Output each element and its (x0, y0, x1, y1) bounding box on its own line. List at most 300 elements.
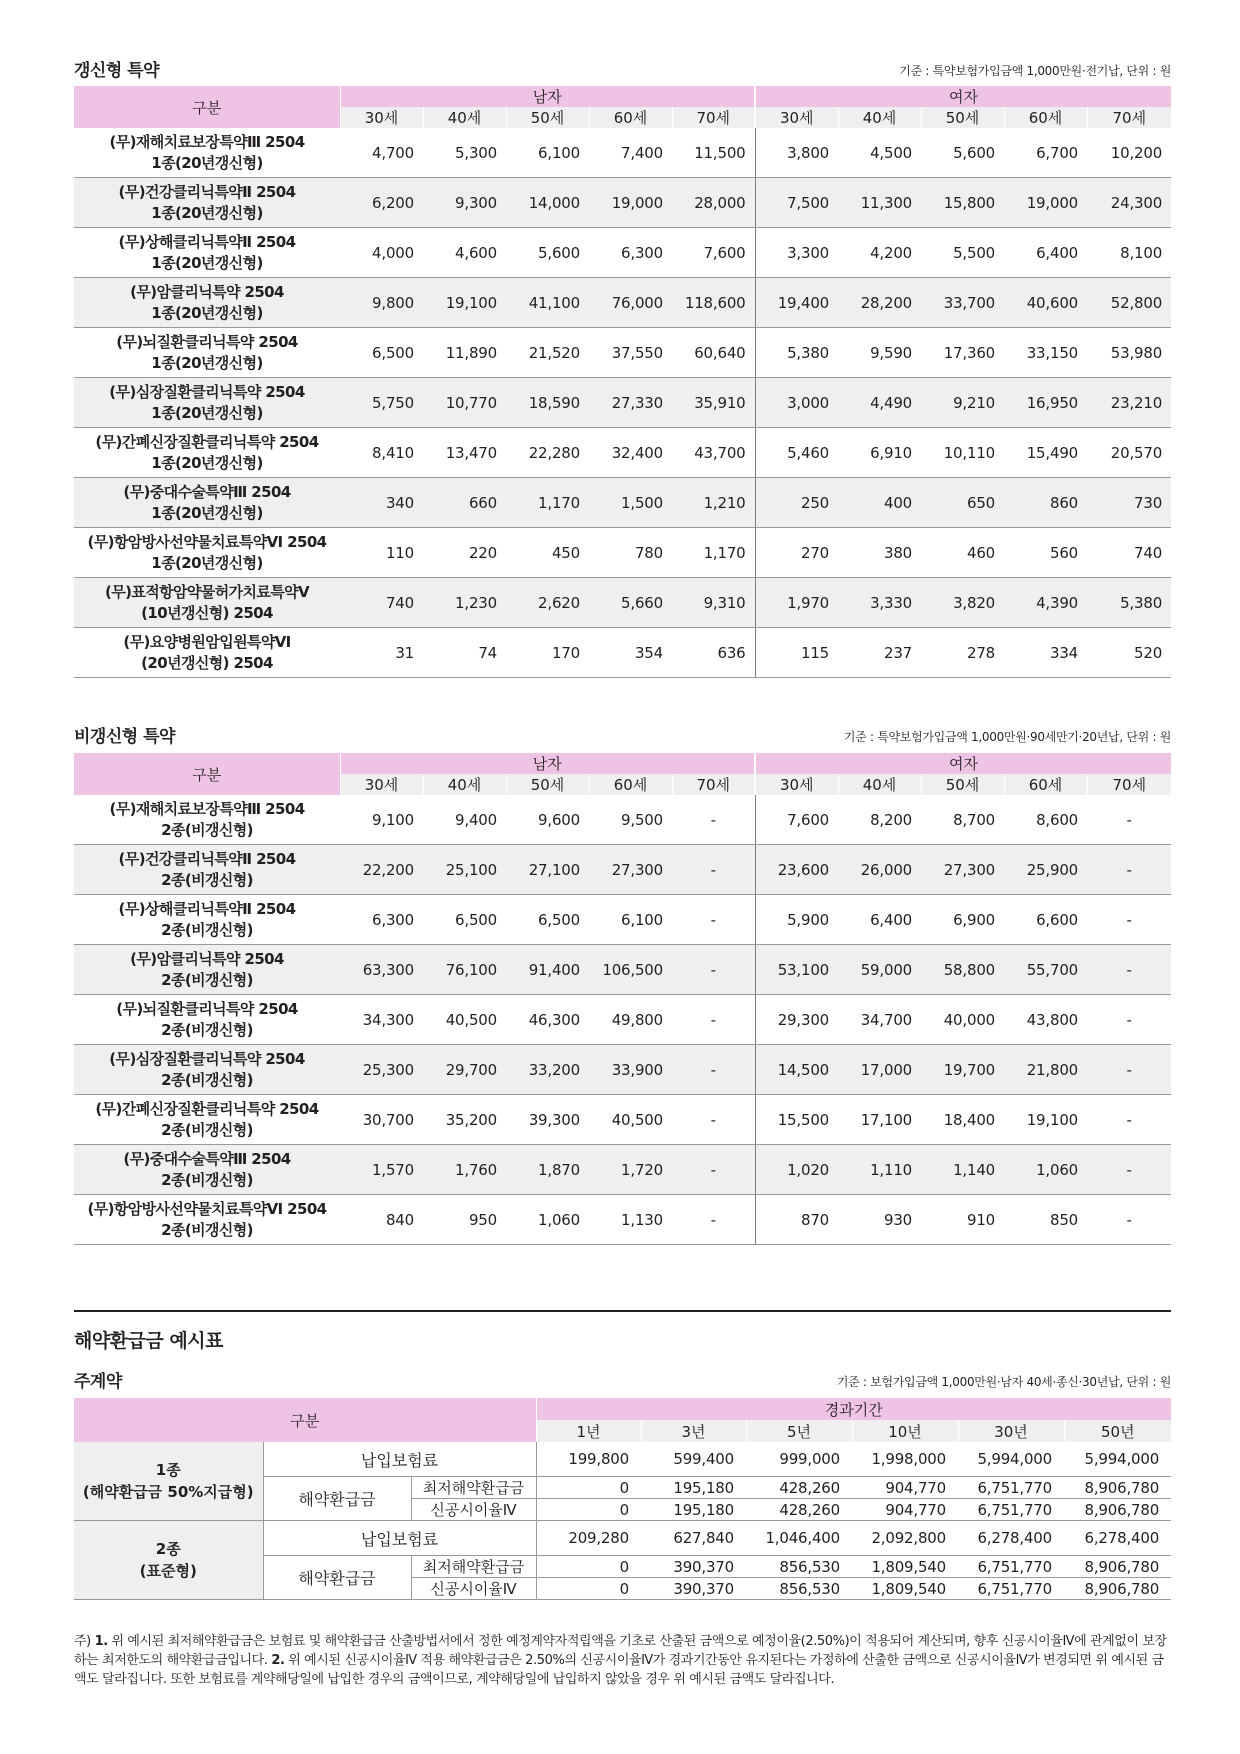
rider-name-line1: (무)암클리닉특약 2504 (130, 949, 284, 968)
premium-value: 950 (423, 1195, 506, 1245)
plan-type-line2: (해약환급금 50%지급형) (82, 1483, 254, 1501)
renewable-age-header: 30세 (340, 107, 423, 128)
premium-value: 5,750 (340, 378, 423, 428)
premium-value: - (1087, 995, 1171, 1045)
premium-value: 35,200 (423, 1095, 506, 1145)
premium-value: 3,000 (755, 378, 838, 428)
rider-name-line2: 2종(비갱신형) (161, 870, 253, 889)
rider-name (74, 278, 340, 328)
rate-refund-value: 195,180 (641, 1499, 746, 1521)
premium-value: 10,110 (921, 428, 1004, 478)
premium-value: 1,060 (506, 1195, 589, 1245)
premium-value: 9,800 (340, 278, 423, 328)
premium-value: 6,910 (838, 428, 921, 478)
min-refund-label: 최저해약환급금 (411, 1477, 536, 1499)
premium-value: 43,800 (1004, 995, 1087, 1045)
premium-value: 35,910 (672, 378, 755, 428)
min-refund-value: 6,751,770 (958, 1477, 1064, 1499)
min-refund-value: 428,260 (746, 1477, 852, 1499)
premium-value: 14,500 (755, 1045, 838, 1095)
premium-value: 1,140 (921, 1145, 1004, 1195)
nonrenewable-header-gubun: 구분 (74, 753, 340, 795)
premium-value: 1,970 (755, 578, 838, 628)
nonrenewable-age-header: 30세 (755, 774, 838, 795)
table-row (74, 1045, 1171, 1095)
premium-value: 6,600 (1004, 895, 1087, 945)
premium-value: 9,300 (423, 178, 506, 228)
plan-type-line2: (표준형) (139, 1562, 197, 1580)
premium-value: - (672, 945, 755, 995)
rider-name (74, 995, 340, 1045)
premium-value: 1,230 (423, 578, 506, 628)
premium-value: 1,130 (589, 1195, 672, 1245)
footnote-prefix: 주) (74, 1634, 95, 1649)
premium-value: 24,300 (1087, 178, 1171, 228)
premium-value: 33,700 (921, 278, 1004, 328)
min-refund-label: 최저해약환급금 (411, 1556, 536, 1578)
premium-value: 5,500 (921, 228, 1004, 278)
premium-value: 16,950 (1004, 378, 1087, 428)
premium-value: 560 (1004, 528, 1087, 578)
premium-value: 32,400 (589, 428, 672, 478)
nonrenewable-age-header: 40세 (838, 774, 921, 795)
premium-value: - (672, 1095, 755, 1145)
premium-value: 29,300 (755, 995, 838, 1045)
premium-value: 13,470 (423, 428, 506, 478)
premium-value: 780 (589, 528, 672, 578)
premium-value: 5,660 (589, 578, 672, 628)
premium-value: 7,600 (755, 795, 838, 845)
rider-name (74, 528, 340, 578)
rider-name-line1: (무)뇌질환클리닉특약 2504 (116, 999, 298, 1018)
renewable-age-header: 40세 (838, 107, 921, 128)
premium-value: 6,400 (1004, 228, 1087, 278)
premium-value: - (672, 845, 755, 895)
premium-value: 58,800 (921, 945, 1004, 995)
premium-value: 1,110 (838, 1145, 921, 1195)
premium-value: 3,330 (838, 578, 921, 628)
min-refund-value: 1,809,540 (852, 1556, 958, 1578)
premium-value: 30,700 (340, 1095, 423, 1145)
year-header: 1년 (536, 1420, 641, 1442)
rider-name (74, 178, 340, 228)
renewable-age-header: 60세 (1004, 107, 1087, 128)
premium-value: 1,170 (506, 478, 589, 528)
premium-value: 14,000 (506, 178, 589, 228)
rider-name (74, 228, 340, 278)
premium-value: - (1087, 1145, 1171, 1195)
table-row (74, 178, 1171, 228)
premium-value: 28,000 (672, 178, 755, 228)
premium-value: - (1087, 1195, 1171, 1245)
table-row (74, 1145, 1171, 1195)
premium-value: 17,000 (838, 1045, 921, 1095)
premium-value: - (672, 995, 755, 1045)
premium-value: 334 (1004, 628, 1087, 678)
premium-value: 520 (1087, 628, 1171, 678)
premium-value: 53,980 (1087, 328, 1171, 378)
premium-value: 19,100 (423, 278, 506, 328)
premium-value: 11,300 (838, 178, 921, 228)
premium-value: 6,500 (423, 895, 506, 945)
premium-value: 5,380 (755, 328, 838, 378)
premium-value: 25,300 (340, 1045, 423, 1095)
premium-value: - (1087, 845, 1171, 895)
nonrenewable-age-header: 70세 (672, 774, 755, 795)
premium-value: 60,640 (672, 328, 755, 378)
nonrenewable-age-header: 50세 (506, 774, 589, 795)
rate-refund-value: 390,370 (641, 1578, 746, 1600)
rate-refund-value: 0 (536, 1578, 641, 1600)
surrender-subtitle: 주계약 (74, 1372, 122, 1392)
rider-name-line2: 2종(비갱신형) (161, 1170, 253, 1189)
premium-value: 110 (340, 528, 423, 578)
premium-value: 170 (506, 628, 589, 678)
premium-value: 220 (423, 528, 506, 578)
rider-name (74, 428, 340, 478)
footnote-text-2: 위 예시된 신공시이율Ⅳ 적용 해약환급금은 2.50%의 신공시이율Ⅳ가 경과기간동안 유지된다는 가정하에 산출한 금액으로 신공시이율Ⅳ가 변경되면 위 예시된 금액도 달라집니다. 또한 보험료를 계약해당일에 납입한 경우의 금액이므로, 계약해당일에 납입하지 않았을 경우 위 예시된 금액도 달라집니다. (74, 1653, 1164, 1687)
table-row (74, 845, 1171, 895)
premium-value: 4,490 (838, 378, 921, 428)
renewable-age-header: 40세 (423, 107, 506, 128)
renewable-basis: 기준 : 특약보험가입금액 1,000만원·전기납, 단위 : 원 (899, 64, 1171, 78)
rider-name (74, 128, 340, 178)
rider-name-line1: (무)항암방사선약물치료특약Ⅵ 2504 (87, 1199, 327, 1218)
rider-name-line1: (무)뇌질환클리닉특약 2504 (116, 332, 298, 351)
premium-value: 40,500 (423, 995, 506, 1045)
premium-value: 25,900 (1004, 845, 1087, 895)
nonrenewable-basis: 기준 : 특약보험가입금액 1,000만원·90세만기·20년납, 단위 : 원 (843, 730, 1171, 744)
nonrenewable-header-male: 남자 (340, 753, 755, 774)
table-row (74, 478, 1171, 528)
premium-value: 34,700 (838, 995, 921, 1045)
premium-value: 15,500 (755, 1095, 838, 1145)
year-header: 30년 (958, 1420, 1064, 1442)
premium-value: 237 (838, 628, 921, 678)
refund-label: 해약환급금 (263, 1556, 411, 1600)
premium-value: 18,400 (921, 1095, 1004, 1145)
premium-value: - (1087, 945, 1171, 995)
premium-value: 8,600 (1004, 795, 1087, 845)
rate-refund-value: 0 (536, 1499, 641, 1521)
rider-name (74, 578, 340, 628)
footnote-text-1: 위 예시된 최저해약환급금은 보험료 및 해약환급금 산출방법서에서 정한 예정계약자적립액을 기초로 산출된 금액으로 예정이율(2.50%)이 적용되어 계산되며, 향후 신공시이율Ⅳ에 관계없이 보장하는 최저한도의 해약환급금입니다. (74, 1634, 1167, 1668)
premium-value: - (672, 1195, 755, 1245)
table-row (74, 128, 1171, 178)
premium-value: 910 (921, 1195, 1004, 1245)
premium-value: 21,520 (506, 328, 589, 378)
premium-value: 40,500 (589, 1095, 672, 1145)
premium-value: 6,400 (838, 895, 921, 945)
premium-value: 650 (921, 478, 1004, 528)
renewable-header-male: 남자 (340, 86, 755, 107)
rate-refund-value: 8,906,780 (1064, 1499, 1171, 1521)
rider-name-line1: (무)재해치료보장특약Ⅲ 2504 (109, 132, 305, 151)
premium-value: 8,100 (1087, 228, 1171, 278)
premium-value: 840 (340, 1195, 423, 1245)
rider-name-line2: 1종(20년갱신형) (151, 553, 263, 572)
premium-value: 6,300 (589, 228, 672, 278)
premium-value: 5,994,000 (1064, 1442, 1171, 1477)
renewable-title: 갱신형 특약 (74, 61, 160, 81)
min-refund-value: 390,370 (641, 1556, 746, 1578)
nonrenewable-age-header: 30세 (340, 774, 423, 795)
rate-refund-label: 신공시이율Ⅳ (411, 1499, 536, 1521)
premium-value: 3,820 (921, 578, 1004, 628)
renewable-age-header: 70세 (1087, 107, 1171, 128)
premium-value: 118,600 (672, 278, 755, 328)
premium-value: 1,060 (1004, 1145, 1087, 1195)
table-row (74, 328, 1171, 378)
rider-name-line1: (무)표적항암약물허가치료특약Ⅴ (104, 582, 310, 601)
premium-value: 8,410 (340, 428, 423, 478)
surrender-basis: 기준 : 보험가입금액 1,000만원·남자 40세·종신·30년납, 단위 : 원 (836, 1375, 1171, 1389)
nonrenewable-age-header: 40세 (423, 774, 506, 795)
premium-value: 21,800 (1004, 1045, 1087, 1095)
nonrenewable-header-female: 여자 (755, 753, 1171, 774)
premium-value: 6,700 (1004, 128, 1087, 178)
surrender-title: 해약환급금 예시표 (74, 1330, 223, 1352)
premium-value: 4,000 (340, 228, 423, 278)
premium-value: 23,210 (1087, 378, 1171, 428)
rider-name (74, 478, 340, 528)
premium-value: 46,300 (506, 995, 589, 1045)
premium-value: 2,092,800 (852, 1521, 958, 1556)
rider-name (74, 1045, 340, 1095)
premium-value: 9,210 (921, 378, 1004, 428)
nonrenewable-premium-table (74, 753, 1171, 1245)
premium-value: 33,150 (1004, 328, 1087, 378)
premium-value: 1,046,400 (746, 1521, 852, 1556)
premium-value: 4,600 (423, 228, 506, 278)
premium-value: 7,400 (589, 128, 672, 178)
renewable-age-header: 60세 (589, 107, 672, 128)
premium-value: 7,600 (672, 228, 755, 278)
rider-name (74, 945, 340, 995)
premium-value: 1,760 (423, 1145, 506, 1195)
renewable-age-header: 30세 (755, 107, 838, 128)
premium-value: 660 (423, 478, 506, 528)
premium-value: 6,200 (340, 178, 423, 228)
premium-value: 76,000 (589, 278, 672, 328)
plan-type-line1: 1종 (155, 1461, 181, 1479)
premium-value: 19,000 (1004, 178, 1087, 228)
footnote (74, 1632, 1171, 1689)
premium-value: - (672, 795, 755, 845)
premium-value: 22,280 (506, 428, 589, 478)
rider-name (74, 1145, 340, 1195)
premium-value: 9,100 (340, 795, 423, 845)
rider-name (74, 1195, 340, 1245)
min-refund-value: 904,770 (852, 1477, 958, 1499)
plan-type (74, 1521, 263, 1600)
premium-value: 209,280 (536, 1521, 641, 1556)
premium-value: 9,310 (672, 578, 755, 628)
premium-value: 5,600 (506, 228, 589, 278)
premium-value: 39,300 (506, 1095, 589, 1145)
premium-value: 6,100 (506, 128, 589, 178)
premium-value: 5,600 (921, 128, 1004, 178)
plan-type-line1: 2종 (155, 1540, 181, 1558)
premium-value: 730 (1087, 478, 1171, 528)
premium-value: 4,390 (1004, 578, 1087, 628)
premium-value: 9,400 (423, 795, 506, 845)
rider-name-line1: (무)간폐신장질환클리닉특약 2504 (95, 432, 319, 451)
premium-value: 19,400 (755, 278, 838, 328)
table-row (74, 895, 1171, 945)
premium-value: 43,700 (672, 428, 755, 478)
renewable-header-gubun: 구분 (74, 86, 340, 128)
premium-value: 8,200 (838, 795, 921, 845)
premium-value: 15,490 (1004, 428, 1087, 478)
premium-value: - (1087, 1095, 1171, 1145)
footnote-number-2: 2. (271, 1653, 285, 1668)
table-row (74, 378, 1171, 428)
premium-value: 34,300 (340, 995, 423, 1045)
premium-value: 19,000 (589, 178, 672, 228)
premium-value: 6,300 (340, 895, 423, 945)
nonrenewable-age-header: 60세 (589, 774, 672, 795)
rate-refund-value: 1,809,540 (852, 1578, 958, 1600)
table-row (74, 628, 1171, 678)
premium-value: 63,300 (340, 945, 423, 995)
premium-value: - (1087, 1045, 1171, 1095)
surrender-section-header (74, 1367, 1171, 1392)
premium-value: 27,300 (589, 845, 672, 895)
premium-value: 40,600 (1004, 278, 1087, 328)
premium-value: 41,100 (506, 278, 589, 328)
premium-value: 5,994,000 (958, 1442, 1064, 1477)
table-row (74, 1195, 1171, 1245)
rider-name-line2: 1종(20년갱신형) (151, 353, 263, 372)
year-header: 10년 (852, 1420, 958, 1442)
premium-value: 250 (755, 478, 838, 528)
rider-name-line2: (20년갱신형) 2504 (141, 653, 273, 672)
premium-value: 1,998,000 (852, 1442, 958, 1477)
premium-value: 354 (589, 628, 672, 678)
nonrenewable-age-header: 70세 (1087, 774, 1171, 795)
premium-value: 1,020 (755, 1145, 838, 1195)
nonrenewable-age-header: 60세 (1004, 774, 1087, 795)
premium-value: 9,500 (589, 795, 672, 845)
premium-value: 52,800 (1087, 278, 1171, 328)
renewable-premium-table (74, 86, 1171, 678)
rider-name-line1: (무)항암방사선약물치료특약Ⅵ 2504 (87, 532, 327, 551)
surrender-header-gubun: 구분 (74, 1398, 536, 1442)
table-row (74, 278, 1171, 328)
premium-label: 납입보험료 (263, 1442, 536, 1477)
premium-value: 636 (672, 628, 755, 678)
min-refund-value: 0 (536, 1556, 641, 1578)
rider-name (74, 1095, 340, 1145)
premium-value: 10,200 (1087, 128, 1171, 178)
premium-value: 11,500 (672, 128, 755, 178)
footnote-number-1: 1. (94, 1634, 108, 1649)
premium-value: 6,278,400 (958, 1521, 1064, 1556)
premium-value: 37,550 (589, 328, 672, 378)
premium-value: 27,100 (506, 845, 589, 895)
nonrenewable-table-body (74, 795, 1171, 1245)
surrender-value-table (74, 1398, 1171, 1600)
premium-value: 8,700 (921, 795, 1004, 845)
renewable-header-female: 여자 (755, 86, 1171, 107)
premium-value: 91,400 (506, 945, 589, 995)
min-refund-value: 856,530 (746, 1556, 852, 1578)
premium-value: 860 (1004, 478, 1087, 528)
premium-value: 53,100 (755, 945, 838, 995)
premium-value: 19,100 (1004, 1095, 1087, 1145)
premium-value: 6,900 (921, 895, 1004, 945)
premium-value: 4,200 (838, 228, 921, 278)
premium-value: 74 (423, 628, 506, 678)
nonrenewable-section-header (74, 722, 1171, 747)
premium-value: 7,500 (755, 178, 838, 228)
rate-refund-value: 856,530 (746, 1578, 852, 1600)
premium-value: 1,170 (672, 528, 755, 578)
rider-name-line1: (무)심장질환클리닉특약 2504 (109, 1049, 305, 1068)
premium-value: 106,500 (589, 945, 672, 995)
rider-name-line1: (무)암클리닉특약 2504 (130, 282, 284, 301)
table-row (74, 578, 1171, 628)
rider-name-line2: 2종(비갱신형) (161, 1120, 253, 1139)
rider-name (74, 378, 340, 428)
premium-value: 4,700 (340, 128, 423, 178)
rider-name-line2: 1종(20년갱신형) (151, 253, 263, 272)
premium-value: - (1087, 895, 1171, 945)
premium-value: 76,100 (423, 945, 506, 995)
premium-value: 627,840 (641, 1521, 746, 1556)
rate-refund-value: 6,751,770 (958, 1578, 1064, 1600)
premium-value: 270 (755, 528, 838, 578)
rider-name-line1: (무)상해클리닉특약Ⅱ 2504 (118, 232, 296, 251)
premium-value: 9,590 (838, 328, 921, 378)
min-refund-value: 8,906,780 (1064, 1477, 1171, 1499)
renewable-age-header: 50세 (921, 107, 1004, 128)
premium-value: 3,800 (755, 128, 838, 178)
min-refund-value: 195,180 (641, 1477, 746, 1499)
premium-value: 5,300 (423, 128, 506, 178)
premium-value: 27,300 (921, 845, 1004, 895)
premium-value: 930 (838, 1195, 921, 1245)
premium-value: 850 (1004, 1195, 1087, 1245)
rider-name-line2: 2종(비갱신형) (161, 1220, 253, 1239)
premium-value: 6,100 (589, 895, 672, 945)
premium-value: 4,500 (838, 128, 921, 178)
premium-value: 380 (838, 528, 921, 578)
premium-value: 55,700 (1004, 945, 1087, 995)
premium-value: - (672, 1145, 755, 1195)
premium-value: 20,570 (1087, 428, 1171, 478)
premium-value: 6,278,400 (1064, 1521, 1171, 1556)
premium-value: 23,600 (755, 845, 838, 895)
premium-value: 17,360 (921, 328, 1004, 378)
renewable-age-header: 70세 (672, 107, 755, 128)
rider-name-line2: 1종(20년갱신형) (151, 503, 263, 522)
year-header: 5년 (746, 1420, 852, 1442)
premium-value: 29,700 (423, 1045, 506, 1095)
rider-name-line1: (무)요양병원암입원특약Ⅵ (123, 632, 291, 651)
premium-value: - (672, 895, 755, 945)
table-row (74, 945, 1171, 995)
premium-value: 3,300 (755, 228, 838, 278)
premium-value: 28,200 (838, 278, 921, 328)
rider-name-line2: (10년갱신형) 2504 (141, 603, 273, 622)
premium-value: 11,890 (423, 328, 506, 378)
premium-value: 6,500 (506, 895, 589, 945)
rate-refund-value: 6,751,770 (958, 1499, 1064, 1521)
rider-name-line2: 1종(20년갱신형) (151, 203, 263, 222)
premium-value: 340 (340, 478, 423, 528)
